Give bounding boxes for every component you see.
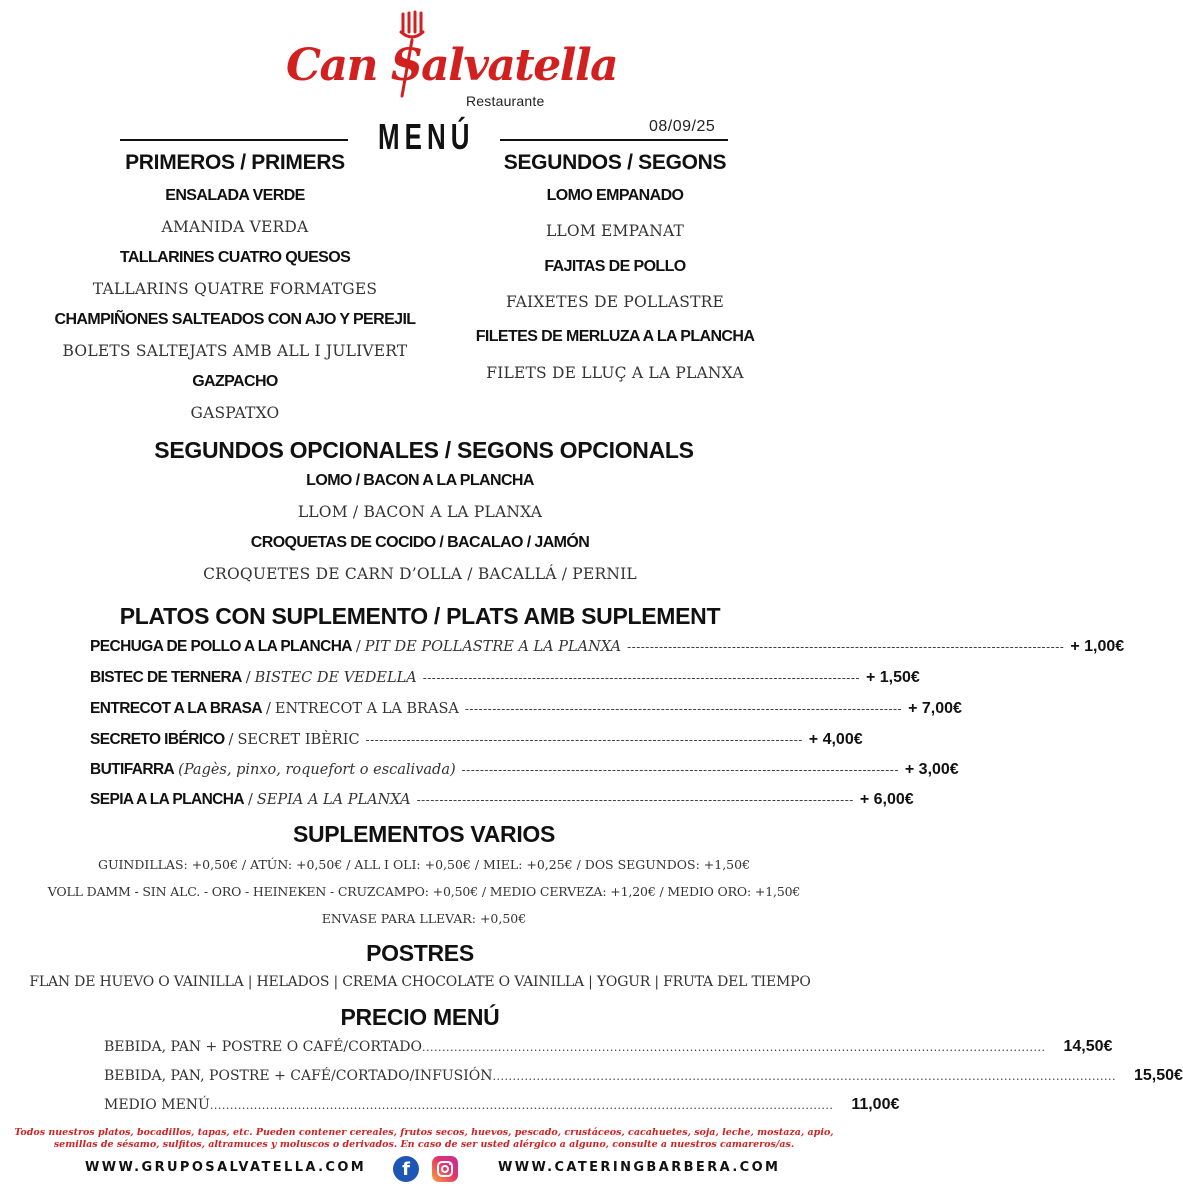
supplement-trans: SECRET IBÈRIC bbox=[237, 732, 360, 748]
price-value: 11,00€ bbox=[851, 1096, 900, 1113]
primeros-item-1-ca: TALLARINS QUATRE FORMATGES bbox=[92, 280, 378, 298]
dotted-leader: ............................................................................................................................................................ bbox=[492, 1069, 1116, 1083]
supplement-row bbox=[90, 698, 962, 720]
dotted-leader: ------------------------------------------------------------------------------------------------ bbox=[461, 763, 899, 777]
price-label: BEBIDA, PAN, POSTRE + CAFÉ/CORTADO/INFUSIÓN bbox=[104, 1068, 493, 1084]
price-value: 15,50€ bbox=[1133, 1067, 1183, 1084]
varios-line-1: GUINDILLAS: +0,50€ / ATÚN: +0,50€ / ALL I OLI: +0,50€ / MIEL: +0,25€ / DOS SEGUNDOS: +1,50€ bbox=[97, 857, 751, 872]
facebook-glyph: f bbox=[402, 1159, 410, 1180]
price-row bbox=[104, 1094, 900, 1116]
menu-date: 08/09/25 bbox=[649, 118, 716, 135]
opcionales-item-1-ca: CROQUETES DE CARN D’OLLA / BACALLÁ / PERNIL bbox=[203, 565, 637, 583]
postres-line: FLAN DE HUEVO O VAINILLA | HELADOS | CREMA CHOCOLATE O VAINILLA | YOGUR | FRUTA DEL TIEMPO bbox=[29, 974, 811, 990]
supplement-price: + 4,00€ bbox=[808, 731, 863, 748]
instagram-icon[interactable] bbox=[432, 1156, 458, 1182]
supplement-name: SEPIA A LA PLANCHA bbox=[90, 791, 244, 808]
varios-title: SUPLEMENTOS VARIOS bbox=[292, 821, 556, 847]
supplement-trans: ENTRECOT A LA BRASA bbox=[274, 701, 459, 717]
supplement-sep: / bbox=[228, 732, 234, 748]
opcionales-item-0-ca: LLOM / BACON A LA PLANXA bbox=[297, 503, 543, 521]
supplement-row bbox=[90, 667, 920, 689]
website-link-left[interactable]: WWW.GRUPOSALVATELLA.COM bbox=[85, 1160, 367, 1175]
segundos-item-2-es: FILETES DE MERLUZA A LA PLANCHA bbox=[475, 328, 755, 345]
dotted-leader: ............................................................................................................................................................ bbox=[209, 1098, 834, 1112]
precio-title: PRECIO MENÚ bbox=[340, 1004, 500, 1030]
opcionales-item-1-es: CROQUETAS DE COCIDO / BACALAO / JAMÓN bbox=[250, 534, 590, 551]
supplement-price: + 6,00€ bbox=[859, 791, 914, 808]
supplement-name: BUTIFARRA bbox=[90, 761, 175, 778]
segundos-item-0-ca: LLOM EMPANAT bbox=[545, 222, 685, 240]
menu-title: MENÚ bbox=[378, 116, 475, 157]
brand-subtitle: Restaurante bbox=[466, 93, 545, 109]
primeros-item-0-ca: AMANIDA VERDA bbox=[161, 218, 309, 236]
allergen-note: Todos nuestros platos, bocadillos, tapas, etc. Pueden contener cereales, frutos secos, huevos, pescado, crustáceos, cacahuetes, soja, leche, mostaza, apio, semillas de sésamo, sulfitos, altramuces y moluscos o derivados. En caso de ser usted alérgico a alguno, consulte a nuestros camareros/as. bbox=[14, 1127, 834, 1150]
supplement-price: + 3,00€ bbox=[904, 761, 959, 778]
primeros-item-2-ca: BOLETS SALTEJATS AMB ALL I JULIVERT bbox=[62, 342, 408, 360]
supplement-trans: SEPIA A LA PLANXA bbox=[256, 792, 411, 808]
segundos-item-1-ca: FAIXETES DE POLLASTRE bbox=[506, 293, 724, 311]
suplemento-title: PLATOS CON SUPLEMENTO / PLATS AMB SUPLEMENT bbox=[119, 603, 721, 629]
varios-line-3: ENVASE PARA LLEVAR: +0,50€ bbox=[321, 911, 527, 926]
segundos-item-1-es: FAJITAS DE POLLO bbox=[544, 258, 686, 275]
logo bbox=[280, 10, 618, 110]
segundos-title: SEGUNDOS / SEGONS bbox=[503, 151, 727, 174]
dotted-leader: ------------------------------------------------------------------------------------------------ bbox=[422, 671, 860, 685]
supplement-row bbox=[90, 789, 914, 811]
supplement-price: + 1,00€ bbox=[1070, 638, 1125, 655]
title-rule-right bbox=[500, 139, 728, 141]
price-row bbox=[104, 1065, 1183, 1087]
opcionales-title: SEGUNDOS OPCIONALES / SEGONS OPCIONALS bbox=[154, 437, 694, 463]
primeros-title: PRIMEROS / PRIMERS bbox=[125, 151, 345, 174]
supplement-sep: / bbox=[355, 639, 361, 655]
supplement-row bbox=[90, 729, 863, 751]
dotted-leader: ------------------------------------------------------------------------------------------------ bbox=[416, 793, 854, 807]
title-rule-left bbox=[120, 139, 348, 141]
primeros-item-0-es: ENSALADA VERDE bbox=[165, 187, 305, 204]
price-row bbox=[104, 1036, 1113, 1058]
supplement-sep: / bbox=[245, 670, 251, 686]
dotted-leader: ------------------------------------------------------------------------------------------------ bbox=[464, 702, 903, 716]
price-label: BEBIDA, PAN + POSTRE O CAFÉ/CORTADO bbox=[104, 1039, 422, 1055]
segundos-item-0-es: LOMO EMPANADO bbox=[546, 187, 684, 204]
dotted-leader: ------------------------------------------------------------------------------------------------ bbox=[627, 640, 1065, 654]
supplement-name: BISTEC DE TERNERA bbox=[90, 669, 242, 686]
supplement-name: ENTRECOT A LA BRASA bbox=[90, 700, 263, 717]
supplement-trans: PIT DE POLLASTRE A LA PLANXA bbox=[364, 639, 622, 655]
opcionales-item-0-es: LOMO / BACON A LA PLANCHA bbox=[306, 472, 534, 489]
dotted-leader: ------------------------------------------------------------------------------------------------ bbox=[365, 733, 803, 747]
supplement-sep: / bbox=[266, 701, 271, 717]
primeros-item-3-es: GAZPACHO bbox=[192, 373, 278, 390]
brand-name: Can Salvatella bbox=[286, 40, 618, 91]
supplement-row bbox=[90, 636, 1125, 658]
price-label: MEDIO MENÚ bbox=[104, 1097, 210, 1113]
primeros-item-2-es: CHAMPIÑONES SALTEADOS CON AJO Y PEREJIL bbox=[54, 311, 416, 328]
price-value: 14,50€ bbox=[1063, 1038, 1113, 1055]
facebook-icon[interactable] bbox=[393, 1156, 419, 1182]
supplement-trans: BISTEC DE VEDELLA bbox=[254, 670, 417, 686]
supplement-price: + 1,50€ bbox=[865, 669, 920, 686]
primeros-item-1-es: TALLARINES CUATRO QUESOS bbox=[119, 249, 351, 266]
supplement-name: PECHUGA DE POLLO A LA PLANCHA bbox=[90, 638, 352, 655]
postres-title: POSTRES bbox=[366, 940, 474, 966]
segundos-item-2-ca: FILETS DE LLUÇ A LA PLANXA bbox=[486, 364, 744, 382]
varios-line-2: VOLL DAMM - SIN ALC. - ORO - HEINEKEN - CRUZCAMPO: +0,50€ / MEDIO CERVEZA: +1,20€ / MEDIO ORO: +1,50€ bbox=[47, 884, 801, 899]
supplement-sep: / bbox=[247, 792, 253, 808]
primeros-item-3-ca: GASPATXO bbox=[190, 404, 280, 422]
supplement-name: SECRETO IBÉRICO bbox=[90, 731, 225, 748]
supplement-row bbox=[90, 759, 959, 781]
website-link-right[interactable]: WWW.CATERINGBARBERA.COM bbox=[498, 1160, 781, 1175]
dotted-leader: ............................................................................................................................................................ bbox=[422, 1040, 1046, 1054]
supplement-trans: (Pagès, pinxo, roquefort o escalivada) bbox=[178, 762, 456, 778]
supplement-price: + 7,00€ bbox=[908, 700, 962, 717]
